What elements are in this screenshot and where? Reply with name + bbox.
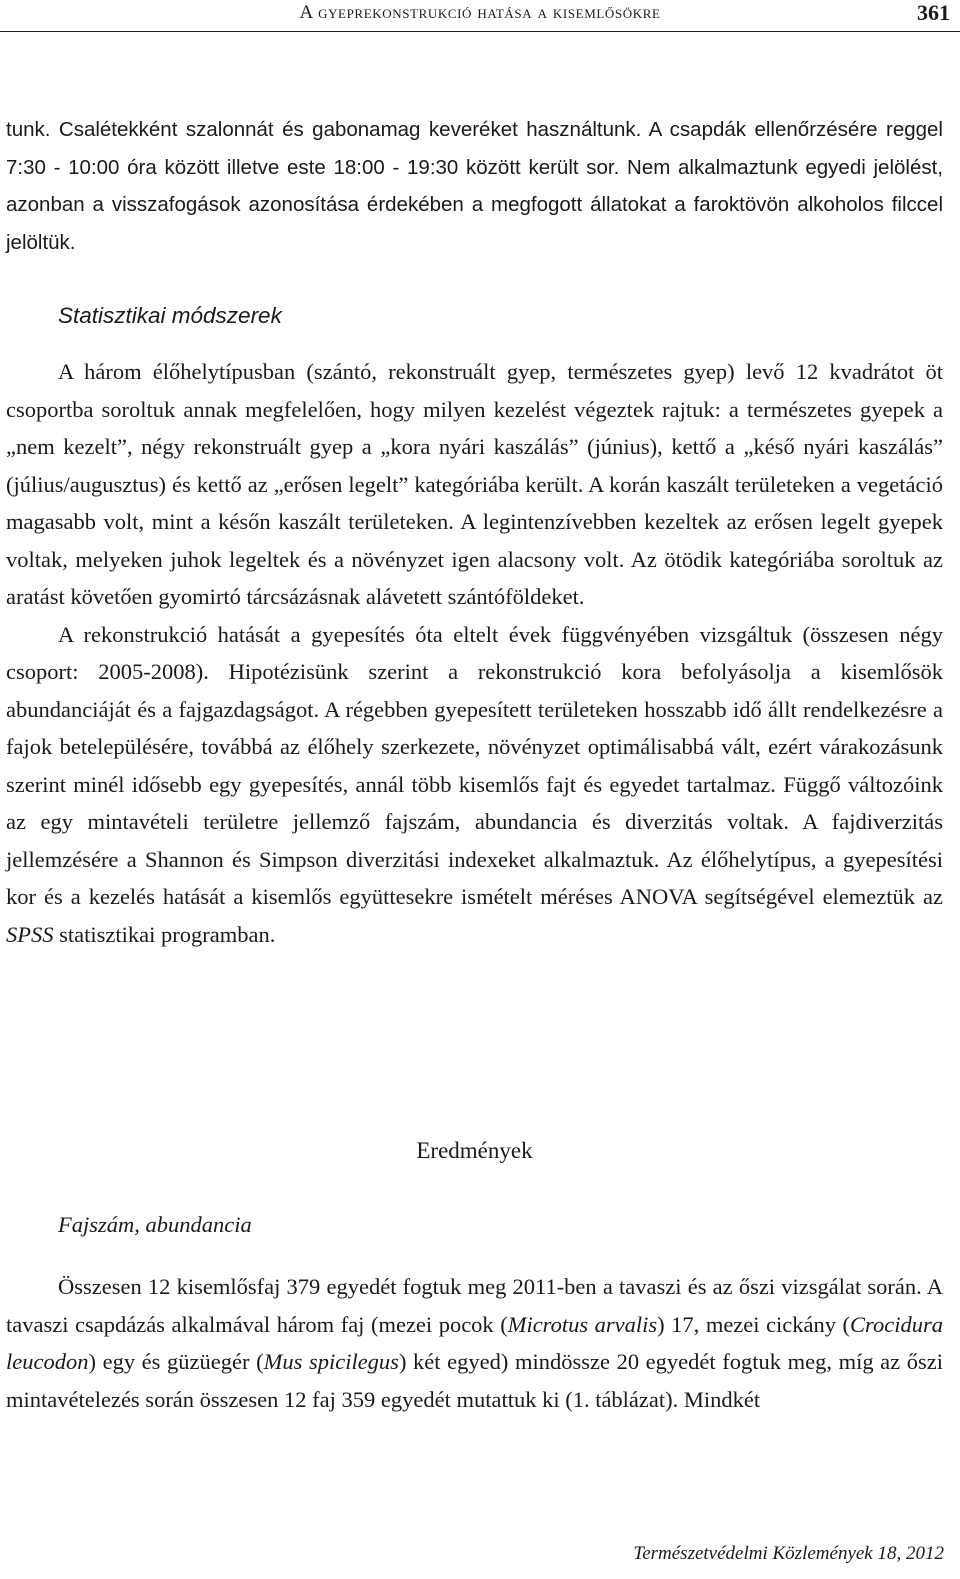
species-name: Microtus arvalis xyxy=(507,1311,658,1337)
statistics-paragraph-1: A három élőhelytípusban (szántó, rekonstruált gyep, természetes gyep) levő 12 kvadrátot öt csoportba soroltuk annak megfelelően, hogy milyen kezelést végeztek rajtuk: a természetes gyepek a „nem kezelt”, négy rekonstruált gyep a „kora nyári kaszálás” (június), kettő a „késő nyári kaszálás” (július/augusztus) és kettő az „erősen legelt” kategóriába került. A korán kaszált területeken a vegetáció magasabb volt, mint a későn kaszált területeken. A legintenzívebben kezeltek az erősen legelt gyepek voltak, melyeken juhok legeltek és a növényzet igen alacsony volt. Az ötödik kategóriába soroltuk az aratást követően gyomirtó tárcsázásnak alávetett szántóföldeket. xyxy=(6,359,943,609)
page-number: 361 xyxy=(917,0,950,25)
statistics-paragraph-2-main: A rekonstrukció hatását a gyepesítés óta eltelt évek függvényében vizsgáltuk (összesen négy csoport: 2005-2008). Hipotézisünk szerint a rekonstrukció kora befolyásolja a kisemlősök abundanciáját és a fajgazdagságot. A régebben gyepesített területeken hosszabb idő állt rendelkezésre a fajok betelepülésére, továbbá az élőhely szerkezete, növényzet optimálisabbá vált, ezért várakozásunk szerint minél idősebb egy gyepesítés, annál több kisemlős fajt és egyedet tartalmaz. Függő változóink az egy mintavételi területre jellemző fajszám, abundancia és diverzitás voltak. A fajdiverzitás jellemzésére a Shannon és Simpson diverzitási indexeket alkalmaztuk. Az élőhelytípus, a gyepesítési kor és a kezelés hatását a kisemlős együttesekre ismételt méréses ANOVA segítségével elemeztük az xyxy=(6,621,943,909)
results-section-title: Eredmények xyxy=(416,1138,533,1163)
results-heading: Fajszám, abundancia xyxy=(58,1212,252,1237)
header-rule xyxy=(0,31,960,32)
statistics-body xyxy=(6,353,943,953)
statistics-heading: Statisztikai módszerek xyxy=(58,303,282,328)
running-title: A gyeprekonstrukció hatása a kisemlősökre xyxy=(299,2,661,23)
results-text-d: ) két egyed) mindössze 20 egyedét fogtuk meg, míg az őszi mintavételezés során összesen 12 faj 359 egyedét mutattuk ki (1. táblázat). Mindkét xyxy=(6,1349,943,1412)
method-paragraph-end: tunk. Csalétekként szalonnát és gabonamag keveréket használtunk. A csapdák ellenőrzésére reggel 7:30 - 10:00 óra között illetve este 18:00 - 19:30 között került sor. Nem alkalmaztunk egyedi jelölést, azonban a visszafogások azonosítása érdekében a megfogott állatokat a faroktövön alkoholos filccel jelöltük. xyxy=(6,118,943,254)
results-heading-block xyxy=(6,1212,943,1238)
species-name: Mus spicilegus xyxy=(263,1349,399,1374)
statistics-paragraph-2-tail: statisztikai programban. xyxy=(53,921,276,947)
results-text-c: ) egy és güzüegér ( xyxy=(88,1349,264,1374)
results-text-b: ) 17, mezei cickány ( xyxy=(657,1311,851,1337)
page-header xyxy=(0,0,960,34)
journal-footer: Természetvédelmi Közlemények 18, 2012 xyxy=(633,1543,944,1564)
statistics-paragraph-2 xyxy=(6,616,943,954)
software-name: SPSS xyxy=(6,921,54,947)
statistics-section xyxy=(6,297,943,335)
results-section-title-block xyxy=(6,1138,943,1164)
method-paragraph-block xyxy=(6,111,943,261)
species-name: Crocidura leucodon xyxy=(6,1311,943,1374)
results-paragraph xyxy=(6,1268,943,1418)
results-text-a: Összesen 12 kisemlősfaj 379 egyedét fogtuk meg 2011-ben a tavaszi és az őszi vizsgálat során. A tavaszi csapdázás alkalmával három faj (mezei pocok ( xyxy=(6,1274,943,1337)
results-body xyxy=(6,1268,943,1418)
